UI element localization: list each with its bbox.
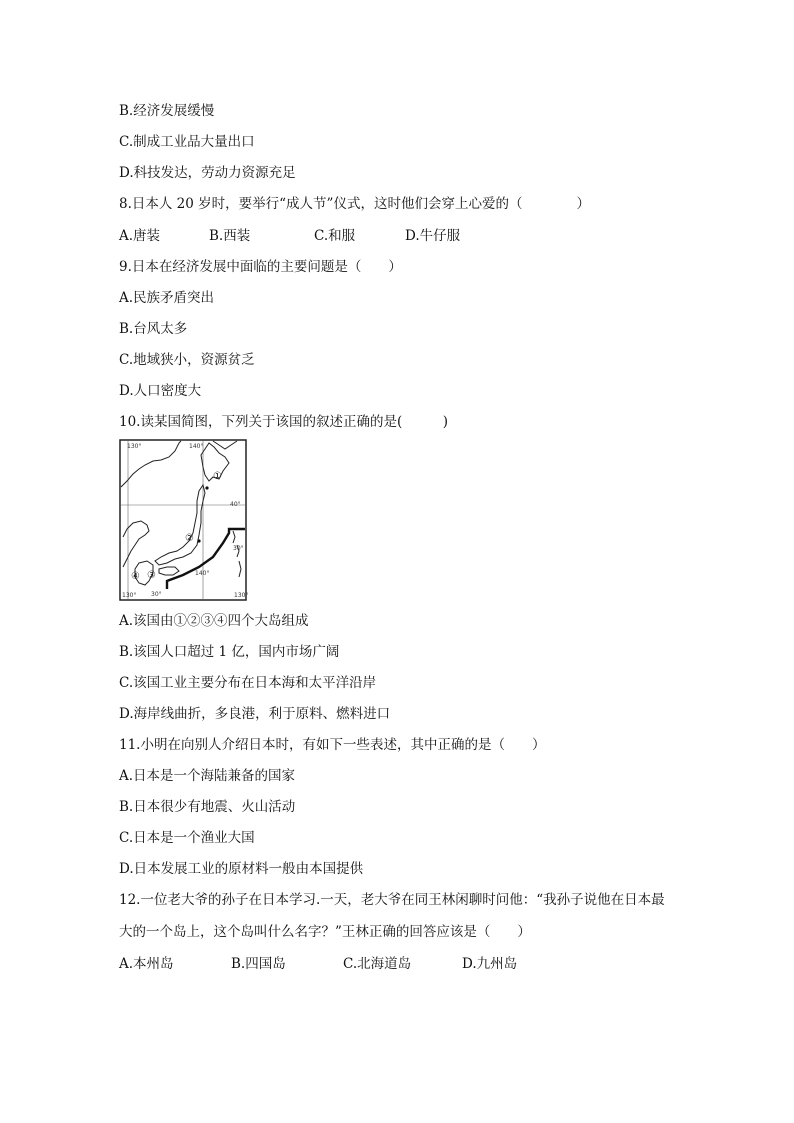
- option-b-text: B.经济发展缓慢: [119, 103, 215, 119]
- korea-coast: [123, 521, 149, 567]
- marker-kyushu: ④: [131, 571, 140, 582]
- option-c-text: C.制成工业品大量出口: [119, 134, 255, 150]
- marker-shikoku: ③: [147, 570, 156, 581]
- q9-option-d: D.人口密度大: [119, 383, 202, 399]
- label-140-bottom: 140°: [195, 570, 210, 577]
- q11-option-c: C.日本是一个渔业大国: [119, 830, 255, 846]
- label-140-top: 140°: [189, 443, 204, 450]
- q10-option-b: B.该国人口超过 1 亿，国内市场广阔: [119, 644, 340, 660]
- q9-option-c: C.地域狭小，资源贫乏: [119, 352, 255, 368]
- label-30-bottom: 30°: [151, 591, 162, 598]
- honshu: [155, 485, 205, 565]
- question-12-options: [119, 955, 539, 973]
- q12-option-b: B.四国岛: [231, 956, 286, 972]
- q8-option-d: D.牛仔服: [405, 228, 461, 244]
- question-12-line-2: 大的一个岛上，这个岛叫什么名字？”王林正确的回答应该是（ ）: [119, 924, 531, 940]
- marker-honshu: ②: [185, 533, 194, 544]
- q8-option-a: A.唐装: [119, 228, 161, 244]
- question-12-line-1: 12.一位老大爷的孙子在日本学习.一天，老大爷在同王林闲聊时问他：“我孙子说他在日本最: [119, 892, 665, 908]
- q8-option-b: B.西装: [209, 228, 251, 244]
- question-11: 11.小明在向别人介绍日本时，有如下一些表述，其中正确的是（ ）: [119, 737, 546, 753]
- question-9: 9.日本在经济发展中面临的主要问题是（ ）: [119, 259, 402, 275]
- q10-option-d: D.海岸线曲折，多良港，利于原料、燃料进口: [119, 706, 391, 722]
- label-130-bottom: 130°: [122, 592, 137, 599]
- label-40: 40°: [230, 501, 241, 508]
- q12-option-d: D.九州岛: [462, 956, 518, 972]
- q8-option-c: C.和服: [314, 228, 356, 244]
- option-d-text: D.科技发达，劳动力资源充足: [119, 165, 296, 181]
- q12-option-a: A.本州岛: [119, 956, 174, 972]
- city-dot: [205, 486, 208, 489]
- question-8: 8.日本人 20 岁时，要举行“成人节”仪式，这时他们会穿上心爱的（ ）: [119, 196, 590, 212]
- label-30-right: 30°: [233, 545, 244, 552]
- q9-option-b: B.台风太多: [119, 321, 188, 337]
- q11-option-a: A.日本是一个海陆兼备的国家: [119, 768, 296, 784]
- sakhalin-coast: [213, 441, 237, 449]
- q11-option-b: B.日本很少有地震、火山活动: [119, 799, 296, 815]
- q9-option-a: A.民族矛盾突出: [119, 290, 215, 306]
- q11-option-d: D.日本发展工业的原材料一般由本国提供: [119, 861, 364, 877]
- q10-option-c: C.该国工业主要分布在日本海和太平洋沿岸: [119, 675, 377, 691]
- ryukyu-inset-border: [167, 529, 245, 589]
- ryukyu-islands: [233, 531, 241, 577]
- q10-option-a: A.该国由①②③④四个大岛组成: [119, 613, 309, 629]
- marker-hokkaido: ①: [213, 471, 222, 482]
- label-130-top: 130°: [127, 443, 142, 450]
- q12-option-c: C.北海道岛: [343, 956, 412, 972]
- question-8-options: [119, 227, 539, 245]
- shikoku: [159, 567, 179, 575]
- japan-map: [119, 439, 247, 601]
- city-dot: [197, 539, 200, 542]
- label-130-right: 130°: [234, 592, 249, 599]
- question-10: 10.读某国简图，下列关于该国的叙述正确的是( ): [119, 414, 449, 430]
